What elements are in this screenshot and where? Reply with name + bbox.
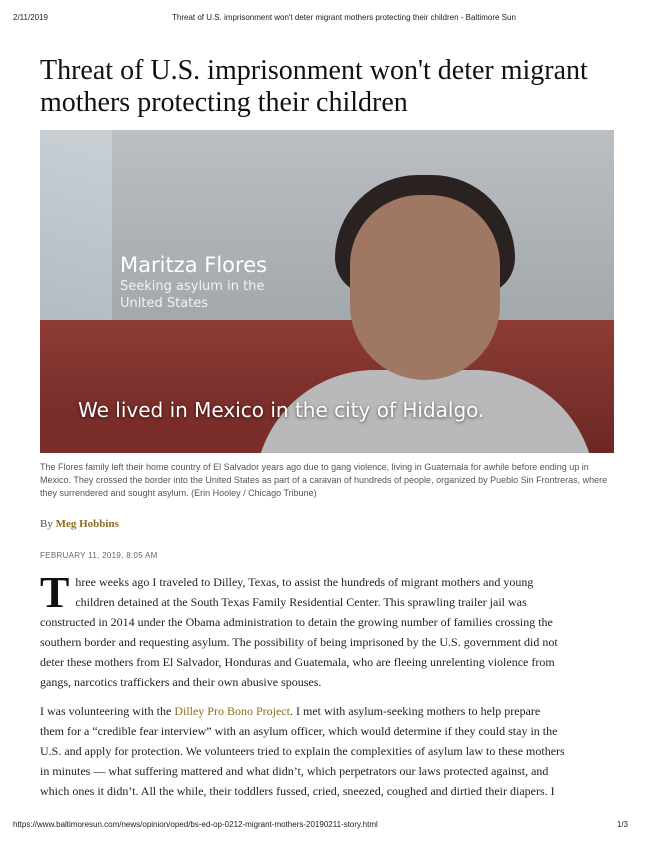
paragraph-line: deter these mothers from El Salvador, Honduras and Guatemala, who are fleeing unrelenting violence from [40,655,555,669]
byline-prefix: By [40,518,53,530]
video-subtitle-caption: We lived in Mexico in the city of Hidalgo. [78,398,485,422]
print-url: https://www.baltimoresun.com/news/opinion/oped/bs-ed-op-0212-migrant-mothers-20190211-story.html [13,820,378,829]
dilley-pro-bono-link[interactable]: Dilley Pro Bono Project [174,704,290,718]
paragraph-line: hree weeks ago I traveled to Dilley, Texas, to assist the hundreds of migrant mothers and young [75,575,534,589]
paragraph-line: southern border and requesting asylum. The possibility of being imprisoned by the U.S. government did not [40,635,558,649]
paragraph-line: constructed in 2014 under the Obama administration to detain the growing number of families crossing the [40,615,553,629]
author-link[interactable]: Meg Hobbins [55,518,119,530]
publish-date: FEBRUARY 11, 2019, 8:05 AM [40,551,158,560]
page-number: 1/3 [616,820,628,829]
paragraph-text: . I met with asylum-seeking mothers to help prepare [289,704,541,718]
article-video[interactable] [40,130,614,453]
photo-caption: The Flores family left their home country of El Salvador years ago due to gang violence, living in Guatemala for awhile before ending up in Mexico. They crossed the border into the United States as part of a caravan of hundreds of people, organized by Pueblo Sin Frontreras, where they surrendered and sought asylum. (Erin Hooley / Chicago Tribune) [40,462,608,498]
video-lower-third-subtitle: Seeking asylum in the United States [120,279,265,311]
print-date: 2/11/2019 [13,13,48,22]
paragraph-line: U.S. and apply for protection. We volunteers tried to explain the complexities of asylum law to these mothers [40,744,565,758]
paragraph-line: which ones it didn’t. All the while, their toddlers fussed, cried, sneezed, coughed and dirtied their diapers. I [40,784,555,798]
drop-cap: T [40,568,70,617]
article-headline: Threat of U.S. imprisonment won't deter migrant mothers protecting their children [40,55,588,118]
paragraph-line: gangs, narcotics traffickers and their own abusive spouses. [40,675,322,689]
paragraph-line: them for a “credible fear interview” with an asylum officer, which would determine if they could stay in the [40,724,558,738]
paragraph-line: children detained at the South Texas Family Residential Center. This sprawling trailer jail was [75,595,527,609]
byline [40,518,119,530]
paragraph-text: I was volunteering with the [40,704,175,718]
paragraph-line [40,701,615,721]
print-page-title: Threat of U.S. imprisonment won't deter migrant mothers protecting their children - Baltimore Sun [172,13,516,22]
paragraph-2 [40,701,615,801]
article-body [40,568,615,801]
video-lower-third-name: Maritza Flores [120,253,268,277]
video-subject-face [350,195,500,380]
paragraph-line: in minutes — what suffering mattered and what didn’t, which perpetrators our laws protected against, and [40,764,549,778]
paragraph-1 [40,568,615,692]
